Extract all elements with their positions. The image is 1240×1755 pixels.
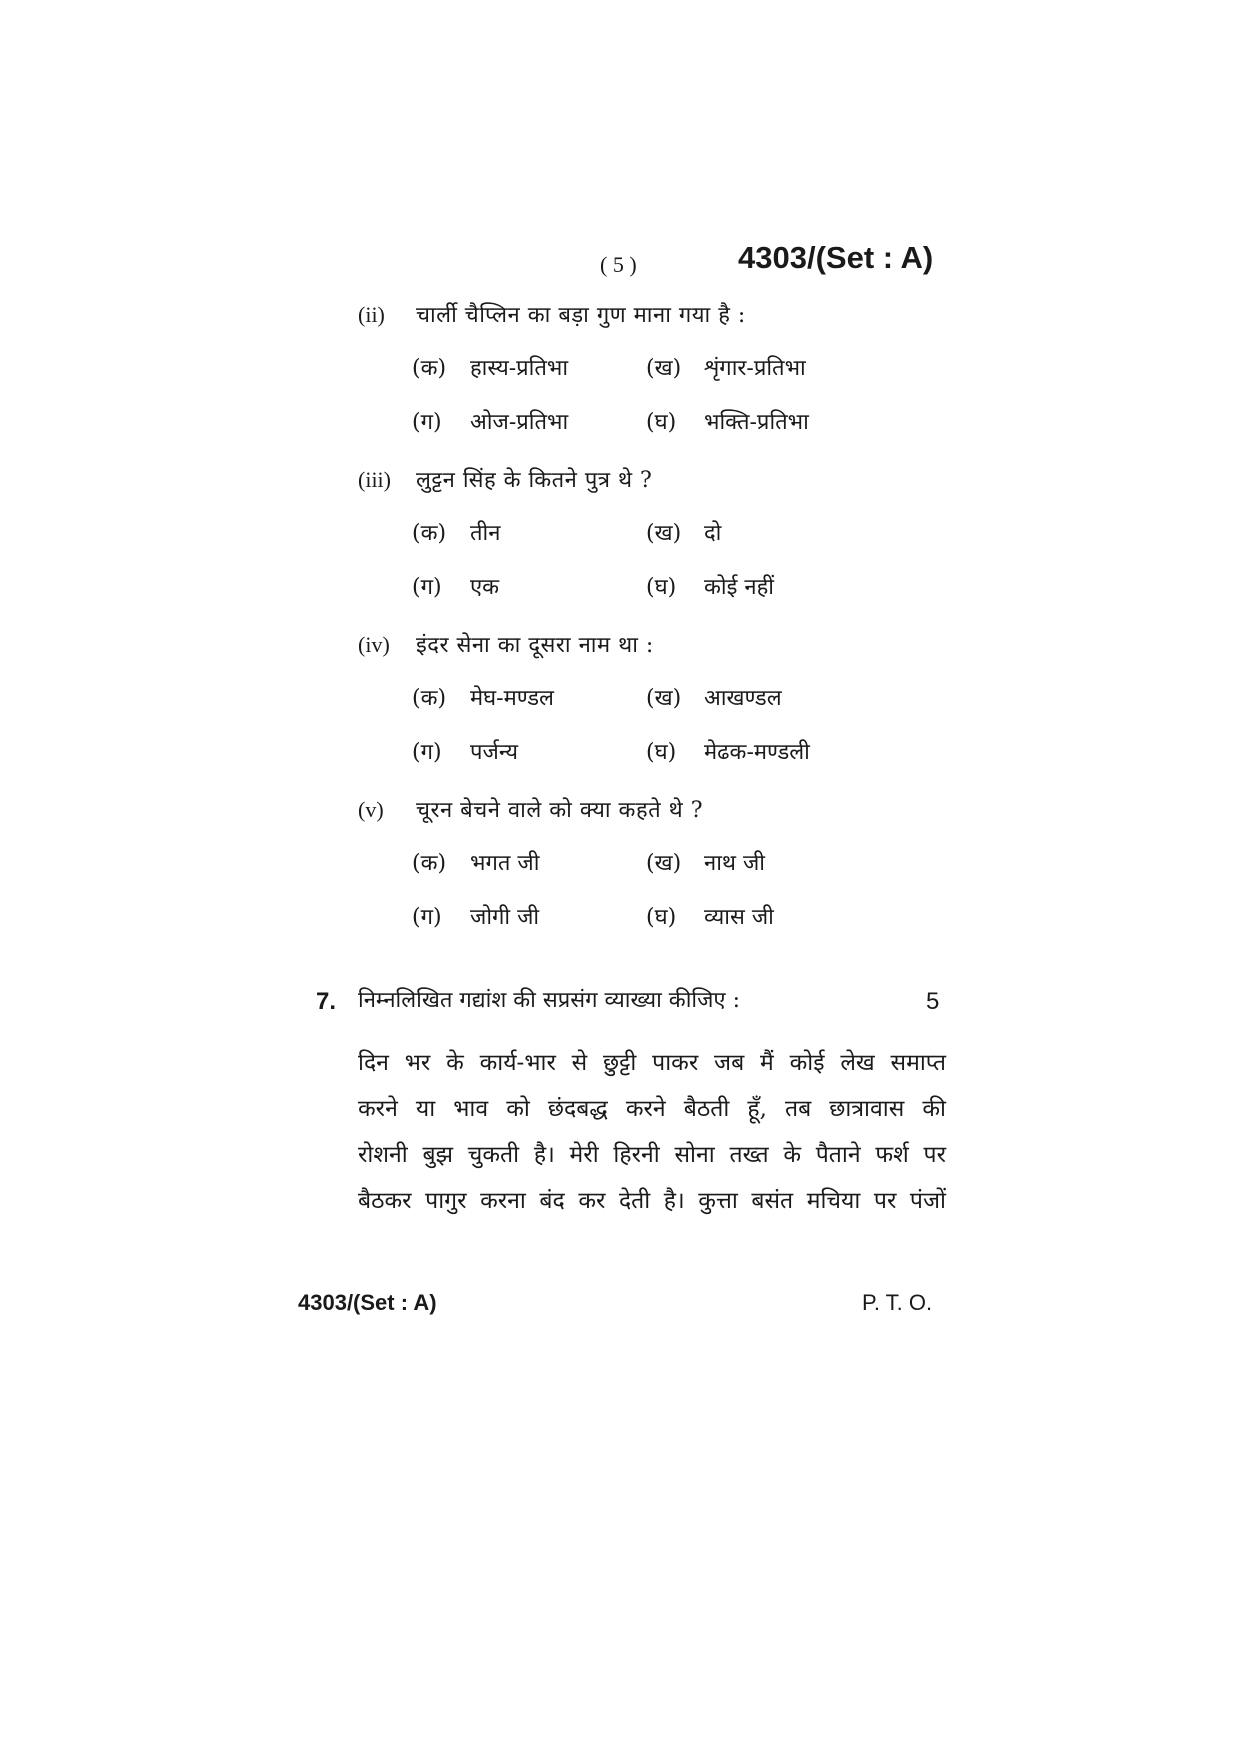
option-text: पर्जन्य — [470, 740, 519, 765]
pto-label: P. T. O. — [862, 1290, 933, 1315]
option-text: कोई नहीं — [704, 575, 774, 600]
option-text: मेढक-मण्डली — [704, 740, 810, 765]
passage-line: बैठकर पागुर करना बंद कर देती है। कुत्ता बसंत मचिया पर पंजों — [358, 1188, 946, 1214]
option-marker: (घ) — [646, 740, 677, 765]
option-ga — [412, 573, 499, 603]
option-text: मेघ-मण्डल — [470, 686, 554, 711]
option-marker: (ख) — [646, 521, 682, 546]
option-kha — [646, 519, 721, 549]
option-text: शृंगार-प्रतिभा — [704, 356, 806, 381]
option-text: आखण्डल — [704, 686, 782, 711]
passage-line: दिन भर के कार्य-भार से छुट्टी पाकर जब मैं कोई लेख समाप्त — [358, 1050, 946, 1076]
question-v — [358, 795, 703, 826]
option-marker: (क) — [412, 521, 447, 546]
option-marker: (क) — [412, 851, 447, 876]
option-text: व्यास जी — [704, 905, 774, 930]
paper-code-header: 4303/(Set : A) — [738, 240, 934, 275]
option-text: ओज-प्रतिभा — [470, 410, 569, 435]
question-number: (v) — [358, 797, 384, 822]
question-text: इंदर सेना का दूसरा नाम था : — [416, 633, 654, 658]
option-gha — [646, 573, 774, 603]
option-gha — [646, 408, 809, 438]
question-text: चार्ली चैप्लिन का बड़ा गुण माना गया है : — [416, 303, 746, 328]
passage-line: रोशनी बुझ चुकती है। मेरी हिरनी सोना तख्त के पैताने फर्श पर — [358, 1142, 946, 1168]
question-iv — [358, 630, 654, 661]
option-text: जोगी जी — [470, 905, 540, 930]
question-number: (ii) — [358, 302, 385, 327]
question-iii — [358, 465, 652, 496]
question-7-text: निम्नलिखित गद्यांश की सप्रसंग व्याख्या कीजिए : — [358, 988, 740, 1013]
option-text: भगत जी — [470, 851, 540, 876]
option-kha — [646, 354, 806, 384]
option-ka — [412, 684, 554, 714]
option-ga — [412, 903, 539, 933]
option-text: हास्य-प्रतिभा — [470, 356, 569, 381]
question-number: (iv) — [358, 632, 390, 657]
option-marker: (ख) — [646, 686, 682, 711]
passage — [358, 1040, 946, 1224]
question-number: (iii) — [358, 467, 391, 492]
option-marker: (ख) — [646, 851, 682, 876]
option-text: दो — [704, 521, 722, 546]
option-text: भक्ति-प्रतिभा — [704, 410, 809, 435]
option-marker: (ग) — [412, 905, 442, 930]
option-gha — [646, 903, 774, 933]
option-marker: (ग) — [412, 575, 442, 600]
option-marker: (ख) — [646, 356, 682, 381]
option-marker: (घ) — [646, 905, 677, 930]
page-number: ( 5 ) — [600, 252, 637, 277]
option-ka — [412, 519, 500, 549]
question-text: लुट्टन सिंह के कितने पुत्र थे ? — [416, 468, 653, 493]
option-ka — [412, 849, 539, 879]
option-marker: (क) — [412, 686, 447, 711]
option-kha — [646, 849, 765, 879]
option-ga — [412, 408, 568, 438]
question-text: चूरन बेचने वाले को क्या कहते थे ? — [416, 798, 704, 823]
option-marker: (क) — [412, 356, 447, 381]
option-text: तीन — [470, 521, 501, 546]
option-ga — [412, 738, 518, 768]
option-marker: (घ) — [646, 410, 677, 435]
option-text: एक — [470, 575, 500, 600]
option-ka — [412, 354, 568, 384]
option-marker: (ग) — [412, 410, 442, 435]
option-marker: (ग) — [412, 740, 442, 765]
question-ii — [358, 300, 746, 331]
option-gha — [646, 738, 810, 768]
option-text: नाथ जी — [704, 851, 765, 876]
passage-line: करने या भाव को छंदबद्ध करने बैठती हूँ, तब छात्रावास की — [358, 1096, 946, 1122]
question-7-number: 7. — [316, 988, 337, 1015]
option-kha — [646, 684, 782, 714]
question-7-marks: 5 — [926, 988, 940, 1015]
option-marker: (घ) — [646, 575, 677, 600]
paper-code-footer: 4303/(Set : A) — [298, 1290, 437, 1315]
